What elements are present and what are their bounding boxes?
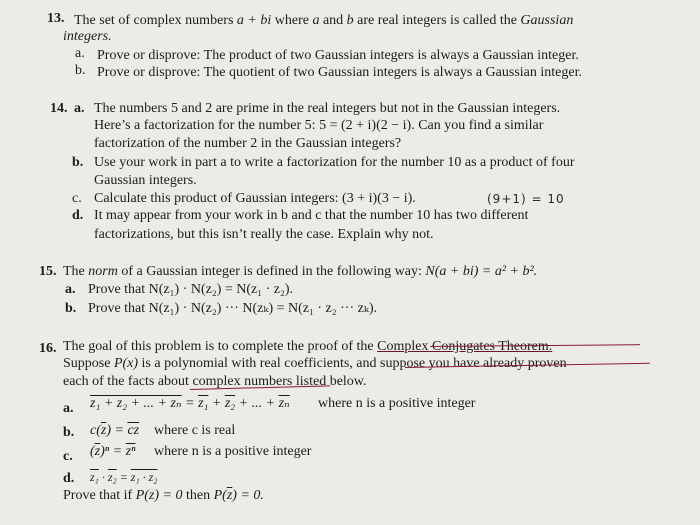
- problem-15b-label: b.: [65, 301, 77, 316]
- problem-14d-line-1: It may appear from your work in b and c that the number 10 has two different: [94, 208, 529, 223]
- problem-14c-line-1: Calculate this product of Gaussian integers: (3 + i)(3 − i).: [94, 191, 416, 206]
- problem-13a-text: Prove or disprove: The product of two Gaussian integers is always a Gaussian integer.: [97, 48, 579, 63]
- problem-16-line-2: Suppose P(x) is a polynomial with real coefficients, and suppose you have already proven: [63, 356, 567, 371]
- problem-15a-label: a.: [65, 282, 76, 297]
- problem-13b-label: b.: [75, 63, 86, 78]
- problem-16b-label: b.: [63, 425, 75, 440]
- problem-15a-text: Prove that N(z₁) · N(z₂) = N(z₁ · z₂).: [88, 282, 294, 297]
- problem-13-number: 13.: [47, 11, 65, 26]
- problem-14d-label: d.: [72, 208, 84, 223]
- problem-13-intro-cont: integers.: [63, 29, 112, 44]
- problem-16-number: 16.: [39, 341, 57, 356]
- fact-a-text: where n is a positive integer: [318, 396, 476, 411]
- fact-c-equation: $(\overline{z})^n = \overline{z^n}$: [90, 444, 136, 459]
- problem-14a-line-2: Here’s a factorization for the number 5: 5 = (2 + i)(2 − i). Can you find a similar: [94, 118, 544, 133]
- problem-13b-text: Prove or disprove: The quotient of two Gaussian integers is always a Gaussian integer.: [97, 65, 582, 80]
- fact-c-text: where n is a positive integer: [154, 444, 312, 459]
- problem-16d-label: d.: [63, 471, 75, 486]
- fact-a-equation: z₁ + z₂ + ... + zₙ = z₁ + z₂ + ... + $\overline{z_n}$: [90, 396, 290, 411]
- theorem-name-underlined: Complex Conjugates Theorem.: [377, 339, 553, 354]
- fact-b-text: where c is real: [154, 423, 236, 438]
- problem-14a-line-3: factorization of the number 2 in the Gaussian integers?: [94, 136, 402, 151]
- problem-14b-line-1: Use your work in part a to write a factorization for the number 10 as a product of four: [94, 155, 575, 170]
- problem-16-line-3: each of the facts about complex numbers listed below.: [63, 374, 367, 389]
- problem-14b-line-2: Gaussian integers.: [94, 173, 197, 188]
- problem-13a-label: a.: [75, 46, 85, 61]
- problem-15b-text: Prove that N(z₁) · N(z₂) ··· N(zₖ) = N(z₁ · z₂ ··· zₖ).: [88, 301, 378, 316]
- problem-16a-label: a.: [63, 401, 74, 416]
- problem-13-intro: The set of complex numbers a + bi where a and b are real integers is called the Gaussian: [74, 13, 574, 28]
- handwritten-answer: (9+1) = 10: [487, 192, 565, 206]
- problem-14a-line-1: The numbers 5 and 2 are prime in the real integers but not in the Gaussian integers.: [94, 101, 561, 116]
- problem-16c-label: c.: [63, 449, 73, 464]
- problem-14c-label: c.: [72, 191, 82, 206]
- fact-b-equation: $c(\overline{z}) = \overline{cz}$: [90, 423, 140, 438]
- problem-16-final: Prove that if P(z) = 0 then $P(\overline{z}) = 0$.: [63, 488, 264, 503]
- problem-15-intro: The norm of a Gaussian integer is defined in the following way: N(a + bi) = a² + b².: [63, 264, 538, 279]
- problem-15-number: 15.: [39, 264, 57, 279]
- fact-d-equation: z₁ · z₂ = z₁ · z₂: [90, 470, 158, 484]
- problem-16-line-1: The goal of this problem is to complete the proof of the Complex Conjugates Theorem.: [63, 339, 553, 354]
- problem-14-number: 14.: [50, 101, 68, 116]
- problem-14d-line-2: factorizations, but this isn’t really the case. Explain why not.: [94, 227, 434, 242]
- problem-14a-label: a.: [74, 101, 85, 116]
- problem-14b-label: b.: [72, 155, 84, 170]
